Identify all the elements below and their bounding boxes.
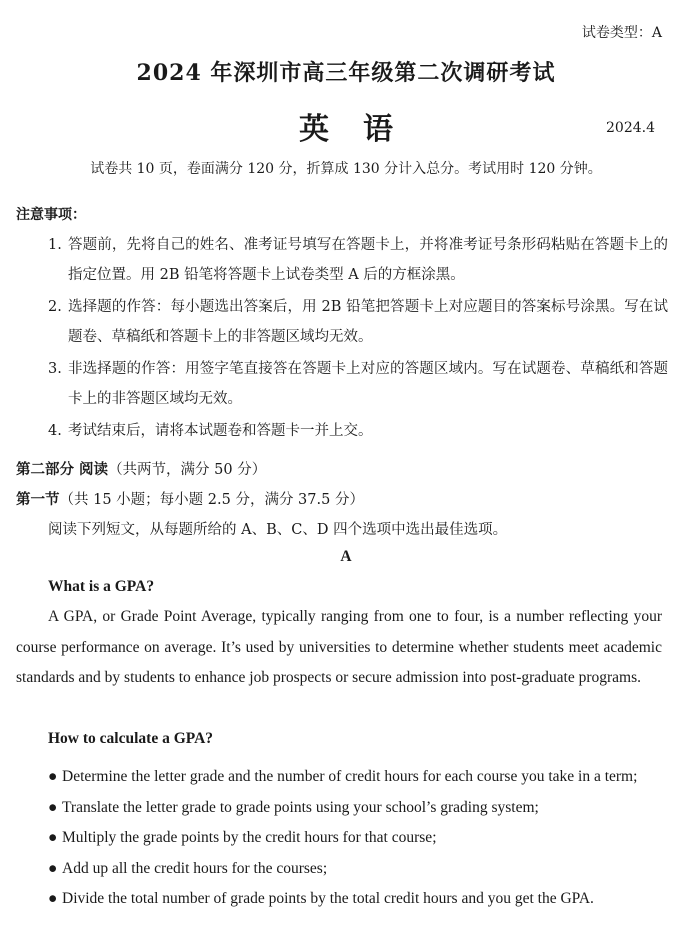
bullet-icon: ●: [48, 859, 58, 877]
notice-item: [48, 230, 668, 290]
notice-text: 考试结束后，请将本试题卷和答题卡一并上交。: [68, 423, 373, 439]
list-item: [16, 884, 664, 915]
exam-date: 2024.4: [606, 120, 655, 136]
passage-paragraph: A GPA, or Grade Point Average, typically ranging from one to four, is a number reflecting your course performance on average. It’s used by universities to determine whether students meet academic standards and by students to enhance job prospects or secure admission into post-graduate programs.: [16, 608, 662, 686]
list-item-text: Add up all the credit hours for the courses;: [62, 859, 328, 877]
passage-label: A: [340, 548, 352, 565]
notice-number: 3.: [48, 361, 62, 377]
list-item: [16, 823, 664, 854]
notice-item: [48, 292, 668, 352]
list-item-text: Divide the total number of grade points by the total credit hours and you get the GPA.: [62, 890, 594, 907]
notice-heading: 注意事项：: [16, 207, 86, 223]
notice-number: 1.: [48, 237, 62, 253]
paper-info: 试卷共 10 页，卷面满分 120 分，折算成 130 分计入总分。考试用时 120 分钟。: [90, 161, 602, 177]
notice-text: 选择题的作答：每小题选出答案后，用 2B 铅笔把答题卡上对应题目的答案标号涂黑。写在试题卷、草稿纸和答题卡上的非答题区域均无效。: [68, 299, 668, 345]
notice-number: 4.: [48, 423, 62, 439]
list-item: [16, 793, 664, 824]
list-item: [16, 854, 664, 885]
steps-list: [16, 762, 664, 915]
bullet-icon: ●: [48, 768, 58, 785]
bullet-icon: ●: [48, 890, 58, 907]
notice-number: 2.: [48, 299, 62, 315]
paper-type-label: 试卷类型：A: [581, 25, 662, 41]
notice-item: [48, 354, 668, 414]
notice-text: 非选择题的作答：用签字笔直接答在答题卡上对应的答题区域内。写在试题卷、草稿纸和答题卡上的非答题区域均无效。: [68, 361, 668, 407]
list-item-text: Multiply the grade points by the credit hours for that course;: [62, 829, 437, 846]
notice-list: [48, 230, 668, 448]
notice-item: [48, 416, 668, 446]
subject-title: 英语: [299, 112, 427, 147]
list-item-text: Translate the letter grade to grade points using your school’s grading system;: [62, 798, 539, 816]
part-title: 第二部分 阅读: [16, 461, 109, 478]
section-heading: [16, 488, 364, 509]
list-item-text: Determine the letter grade and the number of credit hours for each course you take in a term;: [62, 768, 638, 785]
part-detail: （共两节，满分 50 分）: [108, 462, 267, 478]
section-detail: （共 15 小题；每小题 2.5 分，满分 37.5 分）: [59, 492, 364, 508]
bullet-icon: ●: [48, 829, 58, 846]
bullet-icon: ●: [48, 798, 58, 816]
part-heading: [16, 458, 266, 479]
exam-title: 2024 年深圳市高三年级第二次调研考试: [136, 60, 556, 86]
list-item: [16, 762, 664, 793]
section-title: 第一节: [16, 491, 60, 508]
section-instruction: 阅读下列短文，从每题所给的 A、B、C、D 四个选项中选出最佳选项。: [48, 522, 508, 538]
passage-heading-what: What is a GPA?: [48, 578, 155, 595]
notice-text: 答题前，先将自己的姓名、准考证号填写在答题卡上，并将准考证号条形码粘贴在答题卡上的指定位置。用 2B 铅笔将答题卡上试卷类型 A 后的方框涂黑。: [68, 237, 668, 283]
passage-heading-how: How to calculate a GPA?: [48, 730, 214, 747]
